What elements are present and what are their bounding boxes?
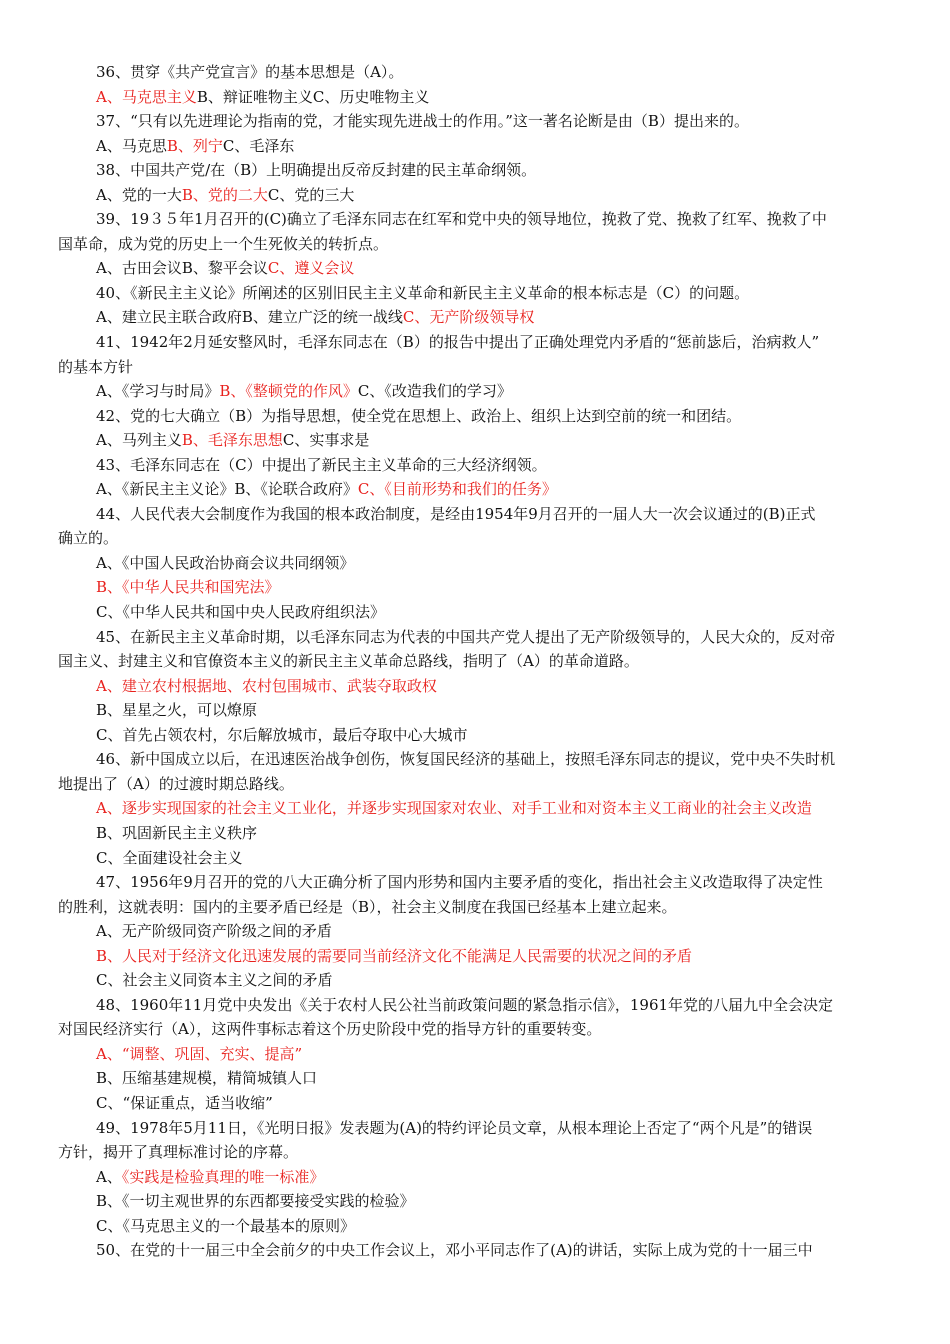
question-text: 37、“只有以先进理论为指南的党，才能实现先进战士的作用。”这一著名论断是由（B）提出来的。: [96, 112, 749, 131]
text-line: [58, 993, 892, 1018]
text-line: [58, 674, 892, 699]
text-line: [58, 134, 892, 159]
text-line: [58, 551, 892, 576]
question-text: 41、1942年2月延安整风时，毛泽东同志在（B）的报告中提出了正确处理党内矛盾的“惩前毖后，治病救人”: [96, 333, 820, 352]
question-text: 44、人民代表大会制度作为我国的根本政治制度，是经由1954年9月召开的一届人大一次会议通过的(B)正式: [96, 504, 816, 523]
question-text: C、全面建设社会主义: [96, 848, 243, 867]
text-line: [58, 1189, 892, 1214]
question-text: B、巩固新民主主义秩序: [96, 823, 258, 842]
question-text: 47、1956年9月召开的党的八大正确分析了国内形势和国内主要矛盾的变化，指出社会主义改造取得了决定性: [96, 873, 823, 892]
text-line: [58, 919, 892, 944]
question-text: A、无产阶级同资产阶级之间的矛盾: [96, 922, 332, 941]
text-line-continuation: [58, 649, 892, 674]
text-line: [58, 158, 892, 183]
answer-text: A、逐步实现国家的社会主义工业化，并逐步实现国家对农业、对手工业和对资本主义工商业的社会主义改造: [96, 799, 812, 818]
question-text: C、“保证重点，适当收缩”: [96, 1093, 273, 1112]
question-text: A、古田会议B、黎平会议: [96, 259, 268, 278]
question-text: B、压缩基建规模，精简城镇人口: [96, 1069, 318, 1088]
question-text: 45、在新民主主义革命时期，以毛泽东同志为代表的中国共产党人提出了无产阶级领导的，人民大众的，反对帝: [96, 627, 836, 646]
question-text: 方针，揭开了真理标准讨论的序幕。: [58, 1143, 299, 1162]
question-text: C、党的三大: [267, 185, 355, 204]
question-text: 地提出了（A）的过渡时期总路线。: [58, 774, 294, 793]
text-line: [58, 796, 892, 821]
question-text: C、《改造我们的学习》: [357, 382, 512, 401]
question-text: C、《马克思主义的一个最基本的原则》: [96, 1216, 355, 1235]
text-line-continuation: [58, 232, 892, 257]
text-line: [58, 428, 892, 453]
answer-text: A、建立农村根据地、农村包围城市、武装夺取政权: [96, 676, 437, 695]
question-text: 42、党的七大确立（B）为指导思想，使全党在思想上、政治上、组织上达到空前的统一和团结。: [96, 406, 742, 425]
text-line: [58, 404, 892, 429]
question-text: C、实事求是: [282, 431, 370, 450]
text-line-continuation: [58, 526, 892, 551]
text-line: [58, 698, 892, 723]
answer-text: C、遵义会议: [267, 259, 355, 278]
answer-text: C、《目前形势和我们的任务》: [357, 480, 557, 499]
text-line: [58, 183, 892, 208]
answer-text: B、人民对于经济文化迅速发展的需要同当前经济文化不能满足人民需要的状况之间的矛盾: [96, 946, 693, 965]
question-text: 39、19３５年1月召开的(C)确立了毛泽东同志在红军和党中央的领导地位，挽救了党、挽救了红军、挽救了中: [96, 210, 827, 229]
text-line-continuation: [58, 355, 892, 380]
text-line: [58, 379, 892, 404]
text-line: [58, 305, 892, 330]
question-text: C、《中华人民共和国中央人民政府组织法》: [96, 603, 385, 622]
question-text: A、党的一大: [96, 185, 182, 204]
question-text: 的胜利，这就表明：国内的主要矛盾已经是（B），社会主义制度在我国已经基本上建立起来。: [58, 897, 677, 916]
text-line: [58, 256, 892, 281]
text-line: [58, 1238, 892, 1263]
answer-text: 《实践是检验真理的唯一标准》: [121, 1167, 325, 1186]
answer-text: A、马克思主义: [96, 87, 197, 106]
question-text: B、《一切主观世界的东西都要接受实践的检验》: [96, 1192, 415, 1211]
text-line: [58, 944, 892, 969]
question-text: B、星星之火，可以燎原: [96, 701, 258, 720]
answer-text: B、列宁: [166, 136, 223, 155]
text-line: [58, 968, 892, 993]
answer-text: C、无产阶级领导权: [402, 308, 535, 327]
text-line: [58, 1214, 892, 1239]
question-text: 38、中国共产党/在（B）上明确提出反帝反封建的民主革命纲领。: [96, 161, 537, 180]
question-text: 国革命，成为党的历史上一个生死攸关的转折点。: [58, 234, 389, 253]
question-text: 49、1978年5月11日，《光明日报》发表题为(A)的特约评论员文章，从根本理论上否定了“两个凡是”的错误: [96, 1118, 813, 1137]
question-text: 确立的。: [58, 529, 119, 548]
question-text: A、建立民主联合政府B、建立广泛的统一战线: [96, 308, 403, 327]
text-line: [58, 1116, 892, 1141]
text-line-continuation: [58, 1140, 892, 1165]
text-line: [58, 870, 892, 895]
question-text: 46、新中国成立以后，在迅速医治战争创伤，恢复国民经济的基础上，按照毛泽东同志的提议，党中央不失时机: [96, 750, 836, 769]
text-line: [58, 1066, 892, 1091]
question-text: A、马列主义: [96, 431, 182, 450]
text-line: [58, 109, 892, 134]
answer-text: B、党的二大: [181, 185, 268, 204]
question-text: 对国民经济实行（A），这两件事标志着这个历史阶段中党的指导方针的重要转变。: [58, 1020, 602, 1039]
text-line: [58, 723, 892, 748]
question-text: C、首先占领农村，尔后解放城市，最后夺取中心大城市: [96, 725, 468, 744]
question-text: 43、毛泽东同志在（C）中提出了新民主主义革命的三大经济纲领。: [96, 455, 547, 474]
question-text: A、《中国人民政治协商会议共同纲领》: [96, 553, 355, 572]
answer-text: B、《中华人民共和国宪法》: [96, 578, 280, 597]
question-text: A、《新民主主义论》B、《论联合政府》: [96, 480, 358, 499]
text-line-continuation: [58, 895, 892, 920]
text-line: [58, 575, 892, 600]
question-text: 48、1960年11月党中央发出《关于农村人民公社当前政策问题的紧急指示信》，1961年党的八届九中全会决定: [96, 995, 834, 1014]
question-text: A、: [96, 1167, 122, 1186]
question-text: 国主义、封建主义和官僚资本主义的新民主主义革命总路线，指明了（A）的革命道路。: [58, 652, 639, 671]
text-line: [58, 1042, 892, 1067]
question-text: 50、在党的十一届三中全会前夕的中央工作会议上，邓小平同志作了(A)的讲话，实际上成为党的十一届三中: [96, 1241, 813, 1260]
text-line: [58, 600, 892, 625]
text-line: [58, 453, 892, 478]
question-text: C、社会主义同资本主义之间的矛盾: [96, 971, 333, 990]
text-line: [58, 625, 892, 650]
question-text: 40、《新民主主义论》所阐述的区别旧民主主义革命和新民主主义革命的根本标志是（C）的问题。: [96, 283, 750, 302]
question-text: A、《学习与时局》: [96, 382, 220, 401]
question-text: B、辩证唯物主义C、历史唯物主义: [196, 87, 430, 106]
text-line: [58, 1165, 892, 1190]
question-text: 36、贯穿《共产党宣言》的基本思想是（A）。: [96, 63, 404, 81]
question-text: 的基本方针: [58, 357, 134, 376]
text-line: [58, 60, 892, 85]
text-line: [58, 330, 892, 355]
text-line: [58, 477, 892, 502]
answer-text: B、《整顿党的作风》: [219, 382, 358, 401]
text-line: [58, 281, 892, 306]
question-text: C、毛泽东: [222, 136, 295, 155]
text-line: [58, 1091, 892, 1116]
text-line: [58, 85, 892, 110]
text-line: [58, 502, 892, 527]
answer-text: A、“调整、巩固、充实、提高”: [96, 1044, 303, 1063]
text-line: [58, 821, 892, 846]
text-line: [58, 207, 892, 232]
answer-text: B、毛泽东思想: [181, 431, 283, 450]
question-text: A、马克思: [96, 136, 167, 155]
text-line-continuation: [58, 772, 892, 797]
text-line: [58, 846, 892, 871]
text-line: [58, 747, 892, 772]
text-line-continuation: [58, 1017, 892, 1042]
